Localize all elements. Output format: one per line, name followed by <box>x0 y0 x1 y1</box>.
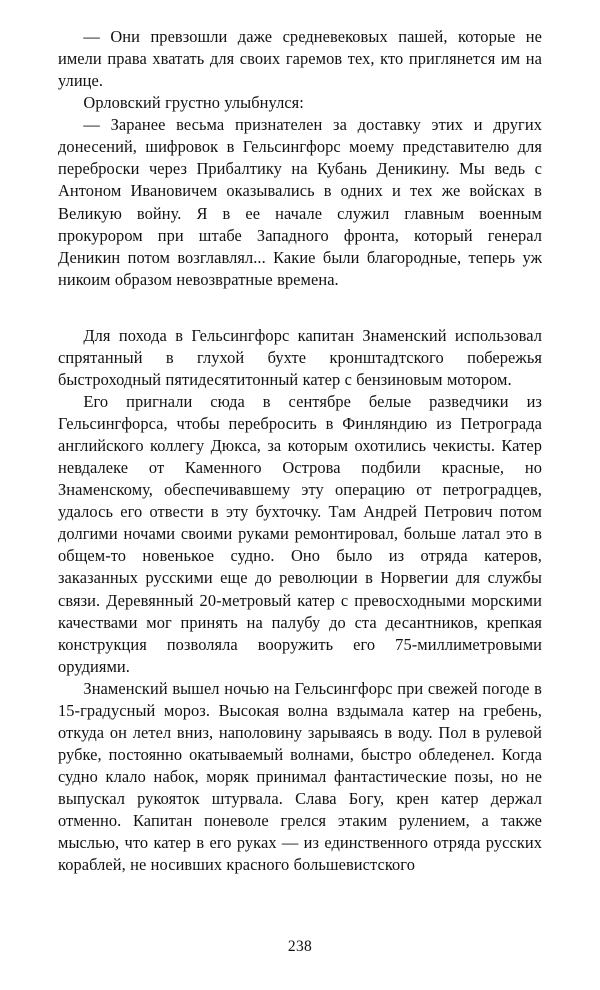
page-number: 238 <box>287 938 313 955</box>
text-block-upper <box>58 26 542 291</box>
paragraph: — Они превзошли даже средневековых пашей, которые не имели права хватать для своих гаремов тех, кто приглянется им на улице. <box>58 27 542 91</box>
paragraph: Для похода в Гельсингфорс капитан Знаменский использовал спрятанный в глухой бухте кронштадтского побережья быстроходный пятидесятитонный катер с бензиновым мотором. <box>58 325 542 389</box>
paragraph: Знаменский вышел ночью на Гельсингфорс при свежей погоде в 15-градусный мороз. Высокая волна вздымала катер на гребень, откуда он летел вниз, наполовину зарываясь в воду. Пол в рулевой рубке, постоянно окатываемый волнами, быстро обледенел. Когда судно клало набок, моряк принимал фантастические позы, но не выпускал рукояток штурвала. Слава Богу, крен катер держал отменно. Капитан поневоле грелся этаким рулением, а также мыслью, что катер в его руках — из единственного отряда русских кораблей, не носивших красного большевистского <box>58 678 542 875</box>
paragraph: — Заранее весьма признателен за доставку этих и других донесений, шифровок в Гельсингфорс моему представителю для переброски через Прибалтику на Кубань Деникину. Мы ведь с Антоном Ивановичем оказывались в одних и тех же войсках в Великую войну. Я в ее начале служил главным военным прокурором при штабе Западного фронта, который генерал Деникин потом возглавлял... Какие были благородные, теперь уж никоим образом невозвратные времена. <box>58 115 542 289</box>
paragraph: Орловский грустно улыбнулся: <box>83 93 304 113</box>
page-text <box>58 26 542 876</box>
paragraph: Его пригнали сюда в сентябре белые разведчики из Гельсингфорса, чтобы перебросить в Финляндию из Петрограда английского коллегу Дюкса, за которым охотились чекисты. Катер невдалеке от Каменного Острова подбили красные, но Знаменскому, обеспечивавшему эту операцию от петроградцев, удалось его отвести в эту бухточку. Там Андрей Петрович потом долгими ночами своими руками ремонтировал, больше латал это в общем-то новенькое судно. Оно было из отряда катеров, заказанных русскими еще до революции в Норвегии для службы связи. Деревянный 20-метровый катер с превосходными морскими качествами мог принять на палубу до ста десантников, крепкая конструкция позволяла вооружить его 75-миллиметровыми орудиями. <box>58 391 542 676</box>
text-block-lower <box>58 325 542 877</box>
section-break <box>58 291 542 325</box>
